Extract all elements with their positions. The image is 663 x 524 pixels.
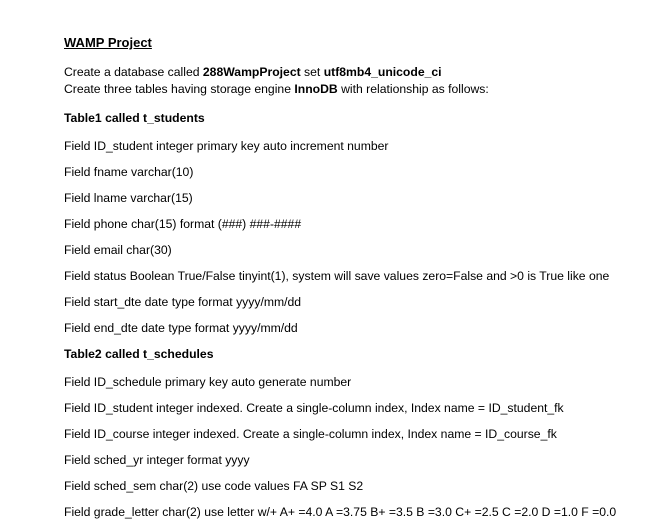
table2-field: Field sched_yr integer format yyyy [64,453,250,467]
table1-field: Field fname varchar(10) [64,165,194,179]
engine-name: InnoDB [294,82,338,96]
table1-field: Field ID_student integer primary key auto increment number [64,139,389,153]
intro-text: set [300,65,324,79]
table2-field: Field sched_sem char(2) use code values FA SP S1 S2 [64,479,364,493]
intro-text: Create a database called [64,65,203,79]
table2-field: Field grade_letter char(2) use letter w/+ A+ =4.0 A =3.75 B+ =3.5 B =3.0 C+ =2.5 C =2.0 D =1.0 F =0.0 [64,505,617,519]
table1-field: Field start_dte date type format yyyy/mm/dd [64,295,302,309]
table1-heading: Table1 called t_students [64,111,205,125]
intro-text: with relationship as follows: [337,82,489,96]
table1-field: Field end_dte date type format yyyy/mm/dd [64,321,298,335]
charset-name: utf8mb4_unicode_ci [323,65,442,79]
table1-field: Field phone char(15) format (###) ###-#### [64,217,302,231]
table2-field: Field ID_schedule primary key auto generate number [64,375,352,389]
intro-line-database [64,64,442,80]
table1-field: Field lname varchar(15) [64,191,193,205]
table2-heading: Table2 called t_schedules [64,347,214,361]
database-name: 288WampProject [202,65,301,79]
table1-field: Field email char(30) [64,243,172,257]
table2-field: Field ID_student integer indexed. Create a single-column index, Index name = ID_student_fk [64,401,564,415]
table2-field: Field ID_course integer indexed. Create a single-column index, Index name = ID_course_fk [64,427,557,441]
document-title: WAMP Project [64,35,152,50]
table1-field: Field status Boolean True/False tinyint(1), system will save values zero=False and >0 is True like one [64,269,610,283]
intro-line-tables [64,81,489,97]
intro-text: Create three tables having storage engine [64,82,295,96]
